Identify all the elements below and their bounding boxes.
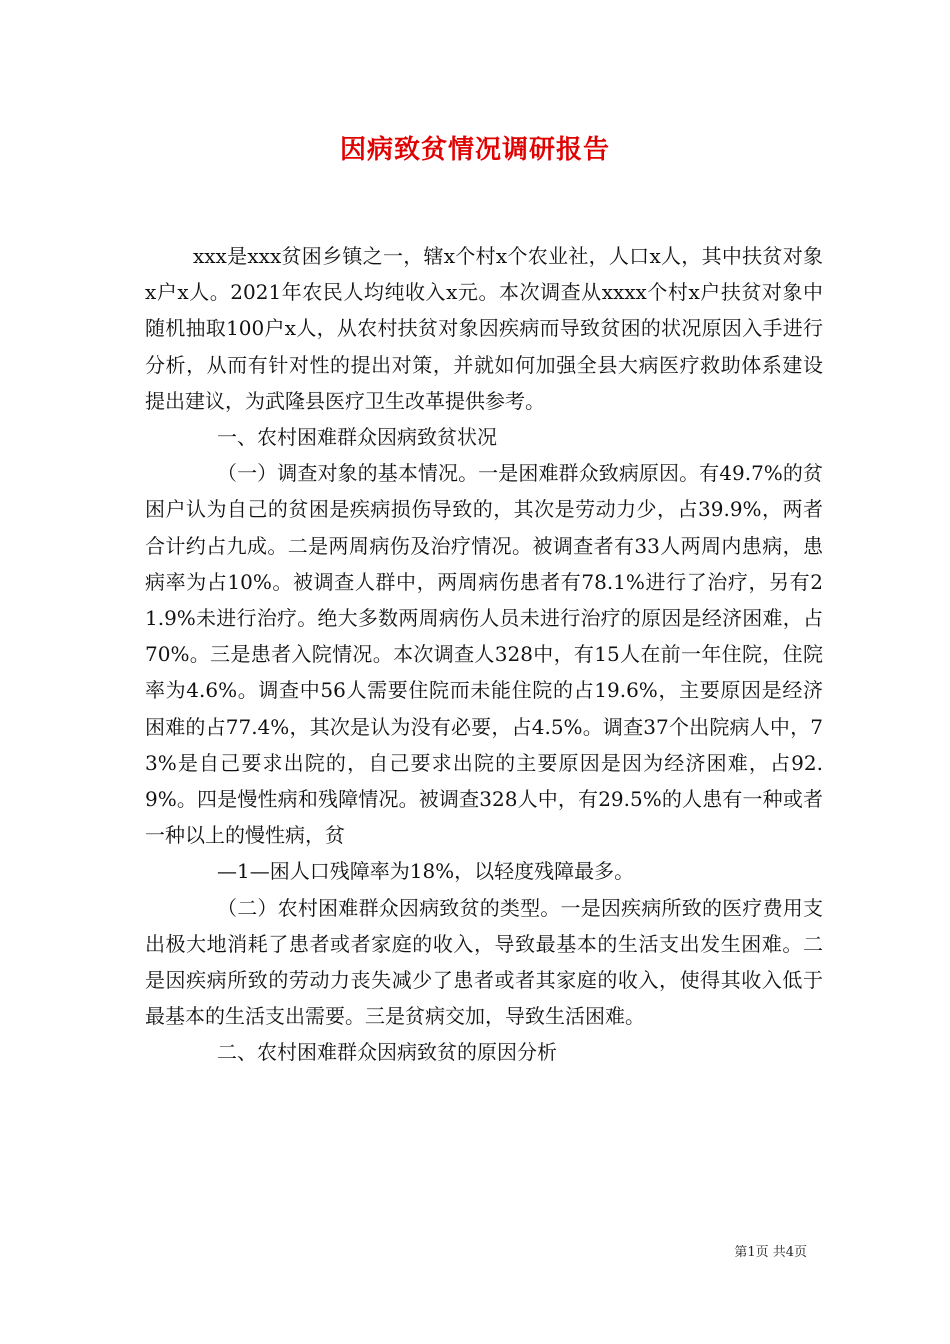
page-number-footer: 第1页 共4页 [734,1245,807,1260]
document-body [145,238,823,1071]
subsection-paragraph-2: （二）农村困难群众因病致贫的类型。一是因疾病所致的医疗费用支出极大地消耗了患者或者家庭的收入，导致最基本的生活支出发生困难。二是因疾病所致的劳动力丧失减少了患者或者其家庭的收入，使得其收入低于最基本的生活支出需要。三是贫病交加，导致生活困难。 [145,895,823,1029]
intro-paragraph: xxx是xxx贫困乡镇之一，辖x个村x个农业社，人口x人，其中扶贫对象x户x人。2021年农民人均纯收入x元。本次调查从xxxx个村x户扶贫对象中随机抽取100户x人，从农村扶贫对象因疾病而导致贫困的状况原因入手进行分析，从而有针对性的提出对策，并就如何加强全县大病医疗救助体系建设提出建议，为武隆县医疗卫生改革提供参考。 [145,244,823,413]
subsection-paragraph-1: （一）调查对象的基本情况。一是困难群众致病原因。有49.7%的贫困户认为自己的贫困是疾病损伤导致的，其次是劳动力少，占39.9%，两者合计约占九成。二是两周病伤及治疗情况。被调查者有33人两周内患病，患病率为占10%。被调查人群中，两周病伤患者有78.1%进行了治疗，另有21.9%未进行治疗。绝大多数两周病伤人员未进行治疗的原因是经济困难，占70%。三是患者入院情况。本次调查人328中，有15人在前一年住院，住院率为4.6%。调查中56人需要住院而未能住院的占19.6%，主要原因是经济困难的占77.4%，其次是认为没有必要，占4.5%。调查37个出院病人中，73%是自己要求出院的，自己要求出院的主要原因是因为经济困难，占92.9%。四是慢性病和残障情况。被调查328人中，有29.5%的人患有一种或者一种以上的慢性病，贫 [145,461,823,848]
document-title: 因病致贫情况调研报告 [339,135,610,165]
section-heading-2: 二、农村困难群众因病致贫的原因分析 [217,1040,557,1065]
section-heading-1: 一、农村困难群众因病致贫状况 [217,425,497,450]
page-break-line: —1—困人口残障率为18%，以轻度残障最多。 [217,859,635,884]
